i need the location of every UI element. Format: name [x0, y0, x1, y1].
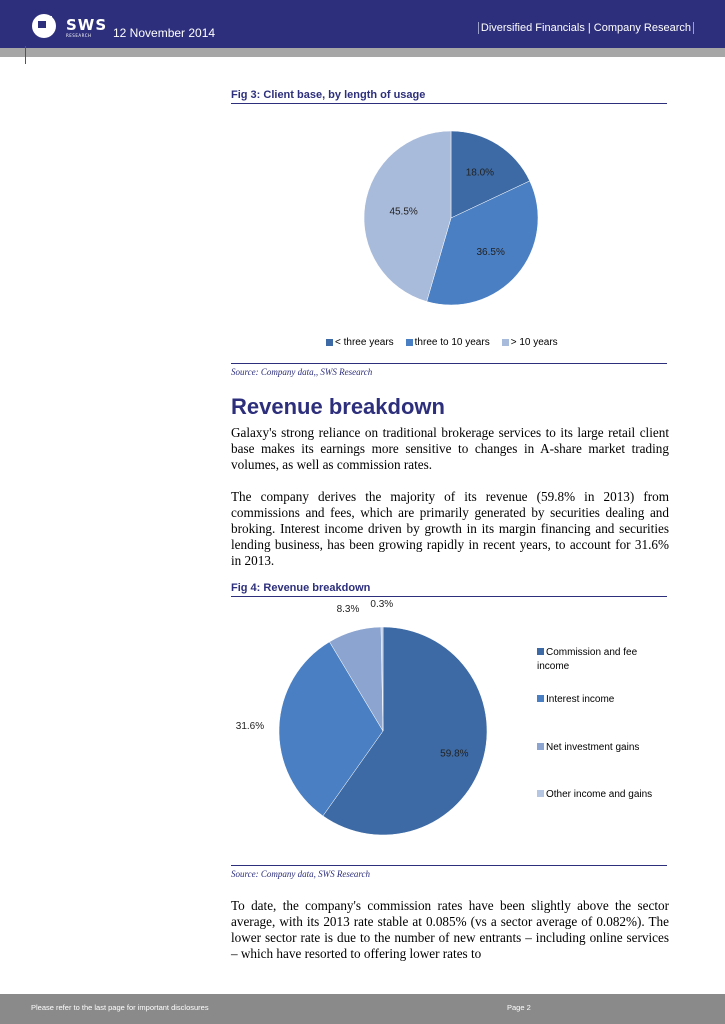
legend-swatch [326, 339, 333, 346]
report-date: 12 November 2014 [113, 26, 216, 40]
fig3-slice-label: 45.5% [389, 206, 418, 218]
fig4-legend-label: Interest income [546, 694, 615, 705]
fig3-title: Fig 3: Client base, by length of usage [231, 89, 667, 104]
logo-text: SWS [66, 16, 108, 34]
fig4-legend-item [537, 646, 667, 674]
fig3-legend-item [406, 337, 490, 348]
page-number: Page 2 [507, 1003, 531, 1012]
fig4-slice-label: 31.6% [235, 720, 265, 732]
legend-swatch [537, 743, 544, 750]
legend-swatch [537, 790, 544, 797]
legend-swatch [537, 695, 544, 702]
fig4-title: Fig 4: Revenue breakdown [231, 582, 667, 597]
fig4-legend-label: Net investment gains [546, 742, 640, 753]
fig4-legend-item [537, 693, 667, 707]
fig3-source: Source: Company data,, SWS Research [231, 363, 667, 377]
fig4-legend-label: Other income and gains [546, 789, 653, 800]
legend-swatch [537, 648, 544, 655]
fig3-legend [326, 337, 558, 348]
section-heading: Revenue breakdown [231, 394, 445, 419]
fig3-legend-item [326, 337, 394, 348]
paragraph-3: To date, the company's commission rates have been slightly above the sector average, with its 2013 rate stable at 0.085% (vs a sector average of 0.082%). The lower sector rate is due to the number of new entrants – including online services – which have resorted to offering lower rates to [231, 898, 669, 961]
legend-swatch [406, 339, 413, 346]
fig4-source: Source: Company data, SWS Research [231, 865, 667, 879]
fig4-legend-item [537, 741, 667, 755]
fig3-slice-label: 36.5% [476, 246, 505, 258]
fig3-legend-item [502, 337, 558, 348]
report-section: Diversified Financials | Company Research [478, 22, 694, 34]
fig4-slice-label: 0.3% [370, 599, 394, 611]
fig4-slice-label: 59.8% [440, 748, 469, 760]
fig3-slice-label: 18.0% [465, 167, 495, 179]
paragraph-1: Galaxy's strong reliance on traditional brokerage services to its large retail client base makes its earnings more sensitive to changes in A-share market trading volumes, as well as commission rates. [231, 425, 669, 472]
legend-swatch [502, 339, 509, 346]
fig4-legend-label: Commission and fee income [537, 647, 638, 672]
fig4-legend-item [537, 788, 667, 802]
logo-subtext: RESEARCH [66, 33, 92, 38]
paragraph-2: The company derives the majority of its revenue (59.8% in 2013) from commissions and fees, which are primarily generated by securities dealing and broking. Interest income driven by growth in its margin financing and securities lending business, has been growing rapidly in recent years, to account for 31.6% in 2013. [231, 489, 669, 568]
fig3-legend-label: < three years [335, 337, 394, 348]
fig3-legend-label: three to 10 years [414, 337, 490, 348]
fig4-slice-label: 8.3% [336, 604, 360, 616]
fig3-legend-label: > 10 years [510, 337, 558, 348]
footer-disclosure: Please refer to the last page for important disclosures [31, 1003, 209, 1012]
